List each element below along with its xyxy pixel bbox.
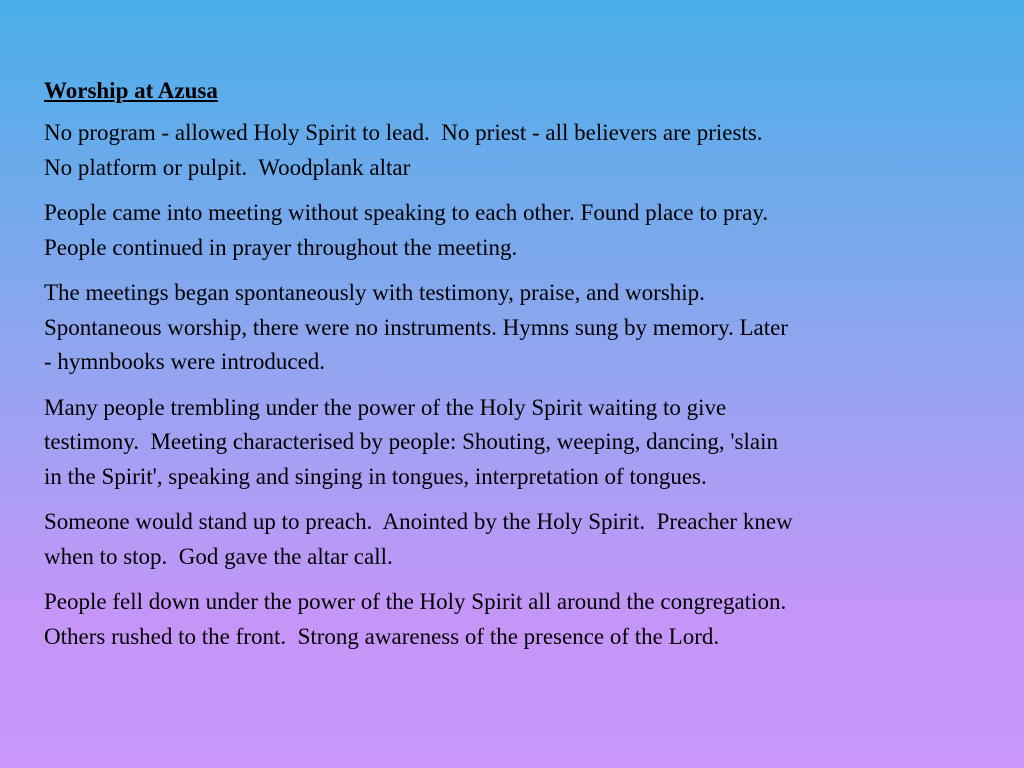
paragraph-congregation: People fell down under the power of the Holy Spirit all around the congregation. Others rushed to the front. Strong awareness of the presence of the Lord. [44, 589, 787, 649]
paragraph-trembling: Many people trembling under the power of the Holy Spirit waiting to give testimony. Meeting characterised by people: Shouting, weeping, dancing, 'slain in the Spirit', speaking and singing in tongues, interpretation of tongues. [44, 394, 779, 489]
slide-title: Worship at Azusa [44, 78, 218, 103]
slide-content [44, 76, 984, 665]
paragraph-meetings: The meetings began spontaneously with testimony, praise, and worship. Spontaneous worship, there were no instruments. Hymns sung by memory. Later - hymnbooks were introduced. [44, 280, 788, 374]
paragraph-prayer: People came into meeting without speaking to each other. Found place to pray. People continued in prayer throughout the meeting. [44, 200, 769, 260]
paragraph-program: No program - allowed Holy Spirit to lead. No priest - all believers are priests. No platform or pulpit. Woodplank altar [44, 120, 763, 180]
paragraph-preach: Someone would stand up to preach. Anointed by the Holy Spirit. Preacher knew when to stop. God gave the altar call. [44, 509, 793, 569]
